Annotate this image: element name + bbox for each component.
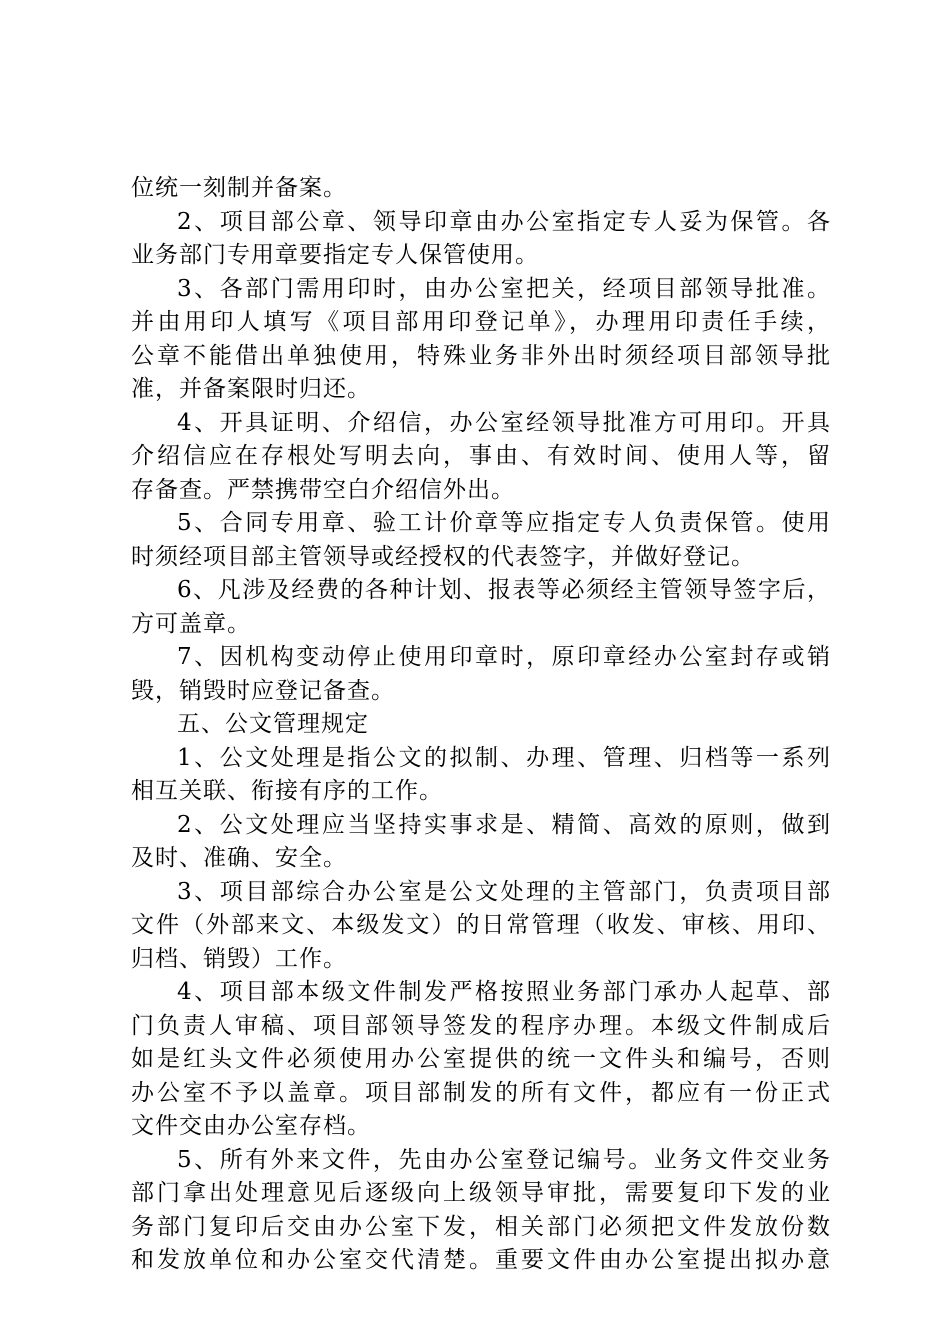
- text-line: 门负责人审稿、项目部领导签发的程序办理。本级文件制成后: [131, 1012, 831, 1039]
- text-line: 文件交由办公室存档。: [131, 1113, 371, 1139]
- text-line: 毁，销毁时应登记备查。: [131, 677, 395, 704]
- text-line: 时须经项目部主管领导或经授权的代表签字，并做好登记。: [131, 543, 755, 570]
- document-body: [131, 172, 831, 1278]
- text-line: 3、项目部综合办公室是公文处理的主管部门，负责项目部: [177, 878, 831, 905]
- text-line: 方可盖章。: [131, 610, 251, 637]
- text-line: 并由用印人填写《项目部用印登记单》，办理用印责任手续，: [131, 309, 831, 335]
- text-line: 部门拿出处理意见后逐级向上级领导审批，需要复印下发的业: [131, 1180, 831, 1206]
- text-line: 2、公文处理应当坚持实事求是、精简、高效的原则，做到: [177, 811, 831, 838]
- text-line: 及时、准确、安全。: [131, 845, 347, 871]
- text-line: 归档、销毁）工作。: [131, 945, 347, 972]
- text-line: 五、公文管理规定: [177, 711, 369, 737]
- text-line: 2、项目部公章、领导印章由办公室指定专人妥为保管。各: [177, 208, 831, 235]
- text-line: 1、公文处理是指公文的拟制、办理、管理、归档等一系列: [177, 744, 831, 771]
- text-line: 和发放单位和办公室交代清楚。重要文件由办公室提出拟办意: [131, 1247, 831, 1273]
- text-line: 办公室不予以盖章。项目部制发的所有文件，都应有一份正式: [131, 1079, 831, 1106]
- text-line: 如是红头文件必须使用办公室提供的统一文件头和编号，否则: [131, 1046, 831, 1072]
- text-line: 5、合同专用章、验工计价章等应指定专人负责保管。使用: [177, 510, 831, 536]
- text-line: 业务部门专用章要指定专人保管使用。: [131, 242, 539, 268]
- text-line: 准，并备案限时归还。: [131, 376, 371, 402]
- text-line: 3、各部门需用印时，由办公室把关，经项目部领导批准。: [177, 275, 831, 302]
- text-line: 位统一刻制并备案。: [131, 175, 347, 201]
- text-line: 介绍信应在存根处写明去向，事由、有效时间、使用人等，留: [131, 443, 831, 469]
- text-line: 文件（外部来文、本级发文）的日常管理（收发、审核、用印、: [131, 912, 831, 938]
- text-line: 4、项目部本级文件制发严格按照业务部门承办人起草、部: [177, 979, 831, 1005]
- text-line: 4、开具证明、介绍信，办公室经领导批准方可用印。开具: [177, 409, 831, 436]
- text-line: 务部门复印后交由办公室下发，相关部门必须把文件发放份数: [131, 1213, 831, 1240]
- text-line: 公章不能借出单独使用，特殊业务非外出时须经项目部领导批: [131, 342, 831, 369]
- text-line: 存备查。严禁携带空白介绍信外出。: [131, 476, 515, 503]
- text-line: 相互关联、衔接有序的工作。: [131, 778, 443, 804]
- text-line: 6、凡涉及经费的各种计划、报表等必须经主管领导签字后，: [177, 577, 831, 603]
- text-line: 5、所有外来文件，先由办公室登记编号。业务文件交业务: [177, 1146, 831, 1173]
- text-line: 7、因机构变动停止使用印章时，原印章经办公室封存或销: [177, 644, 831, 670]
